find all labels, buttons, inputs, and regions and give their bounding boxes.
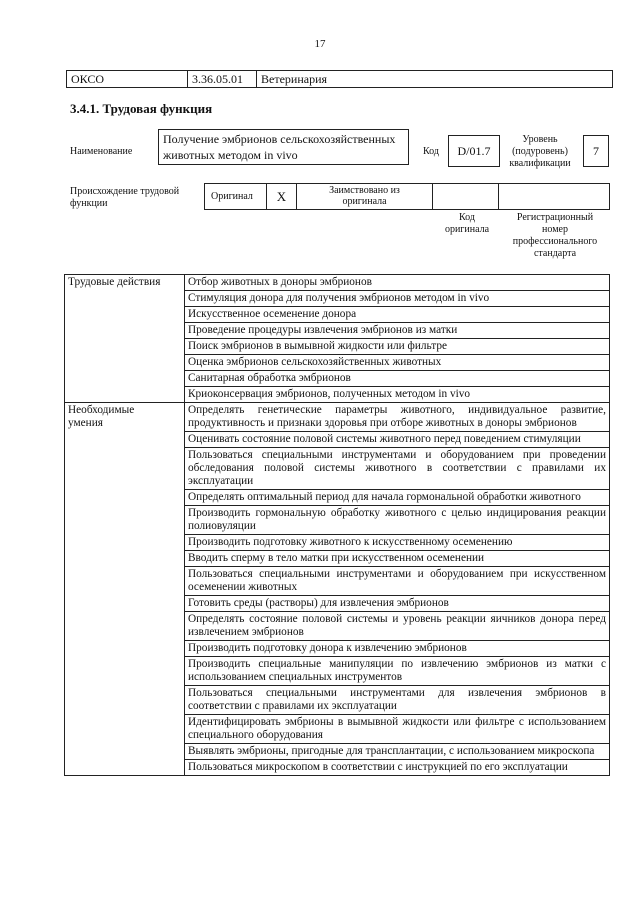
skill-item: Определять состояние половой системы и уровень реакции яичников донора перед извлечением эмбрионов — [185, 612, 609, 641]
action-item: Санитарная обработка эмбрионов — [185, 371, 609, 387]
actions-list — [185, 275, 609, 402]
level-label-line-2: (подуровень) — [512, 146, 568, 157]
skill-item: Определять генетические параметры животного, индивидуальное развитие, продуктивность и признаки здоровья при отборе животных в доноры эмбрионов — [185, 403, 609, 432]
skills-category — [65, 403, 185, 776]
borrowed-label-line-2: оригинала — [342, 196, 387, 207]
code-original-caption — [432, 212, 502, 236]
reg-line-4: стандарта — [533, 248, 577, 259]
skill-item: Пользоваться специальными инструментами и оборудованием при проведении обследования половой системы животного в соответствии с правилами их эксплуатации — [185, 448, 609, 490]
reg-number-cell — [499, 184, 609, 209]
action-item: Отбор животных в доноры эмбрионов — [185, 275, 609, 291]
skills-category-line-1: Необходимые — [68, 404, 135, 416]
skills-row — [65, 403, 610, 776]
okso-name: Ветеринария — [261, 72, 328, 86]
okso-code: 3.36.05.01 — [188, 71, 257, 87]
code-original-line-2: оригинала — [444, 224, 490, 235]
skill-item: Оценивать состояние половой системы животного перед поведением стимуляции — [185, 432, 609, 448]
skill-item: Выявлять эмбрионы, пригодные для трансплантации, с использованием микроскопа — [185, 744, 609, 760]
origin-label-line-1: Происхождение трудовой — [70, 186, 180, 197]
skill-item: Вводить сперму в тело матки при искусственном осеменении — [185, 551, 609, 567]
name-label: Наименование — [70, 146, 133, 157]
skill-item: Пользоваться специальными инструментами и оборудованием при искусственном осеменении животных — [185, 567, 609, 596]
origin-label-line-2: функции — [70, 198, 108, 209]
reg-line-3: профессионального — [512, 236, 598, 247]
reg-number-caption — [502, 212, 608, 260]
function-table — [64, 274, 610, 776]
section-title: 3.4.1. Трудовая функция — [70, 101, 213, 116]
okso-label: ОКСО — [67, 71, 188, 87]
original-label: Оригинал — [205, 184, 267, 209]
skills-category-line-2: умения — [68, 417, 103, 429]
reg-line-2: номер — [542, 224, 568, 235]
reg-line-1: Регистрационный — [516, 212, 594, 223]
skill-item: Производить гормональную обработку животного с целью индицирования реакции полиовуляции — [185, 506, 609, 535]
skill-item: Производить специальные манипуляции по извлечению эмбрионов из матки с использованием специальных инструментов — [185, 657, 609, 686]
action-item: Искусственное осеменение донора — [185, 307, 609, 323]
skill-item: Готовить среды (растворы) для извлечения эмбрионов — [185, 596, 609, 612]
page-number: 17 — [314, 38, 326, 50]
skill-item: Производить подготовку животного к искусственному осеменению — [185, 535, 609, 551]
function-name-box — [158, 129, 409, 165]
borrowed-label — [297, 184, 433, 209]
skills-list — [185, 403, 609, 775]
actions-row — [65, 275, 610, 403]
actions-category: Трудовые действия — [65, 275, 185, 403]
action-item: Проведение процедуры извлечения эмбрионов из матки — [185, 323, 609, 339]
skill-item: Производить подготовку донора к извлечению эмбрионов — [185, 641, 609, 657]
skill-item: Пользоваться специальными инструментами для извлечения эмбрионов в соответствии с правилами их эксплуатации — [185, 686, 609, 715]
code-original-cell — [433, 184, 499, 209]
action-item: Поиск эмбрионов в вымывной жидкости или фильтре — [185, 339, 609, 355]
function-code: D/01.7 — [448, 135, 500, 167]
action-item: Криоконсервация эмбрионов, полученных методом in vivo — [188, 388, 471, 400]
level-label-line-3: квалификации — [509, 158, 571, 169]
skill-item: Определять оптимальный период для начала гормональной обработки животного — [185, 490, 609, 506]
action-item: Стимуляция донора для получения эмбрионов методом in vivo — [185, 291, 609, 307]
skill-item: Идентифицировать эмбрионы в вымывной жидкости или фильтре с использованием специального оборудования — [185, 715, 609, 744]
borrowed-label-line-1: Заимствовано из — [329, 185, 400, 196]
function-name: Получение эмбрионов сельскохозяйственных животных методом in vivo — [163, 132, 396, 162]
level-label — [502, 134, 578, 170]
level-label-line-1: Уровень — [522, 134, 558, 145]
origin-row — [204, 183, 610, 210]
qualification-level: 7 — [583, 135, 609, 167]
code-label: Код — [423, 146, 439, 157]
code-original-line-1: Код — [459, 212, 475, 223]
action-item: Оценка эмбрионов сельскохозяйственных животных — [185, 355, 609, 371]
origin-label — [70, 186, 179, 210]
original-mark: X — [267, 184, 297, 209]
skill-item: Пользоваться микроскопом в соответствии с инструкцией по его эксплуатации — [188, 761, 568, 773]
okso-row — [66, 70, 613, 88]
